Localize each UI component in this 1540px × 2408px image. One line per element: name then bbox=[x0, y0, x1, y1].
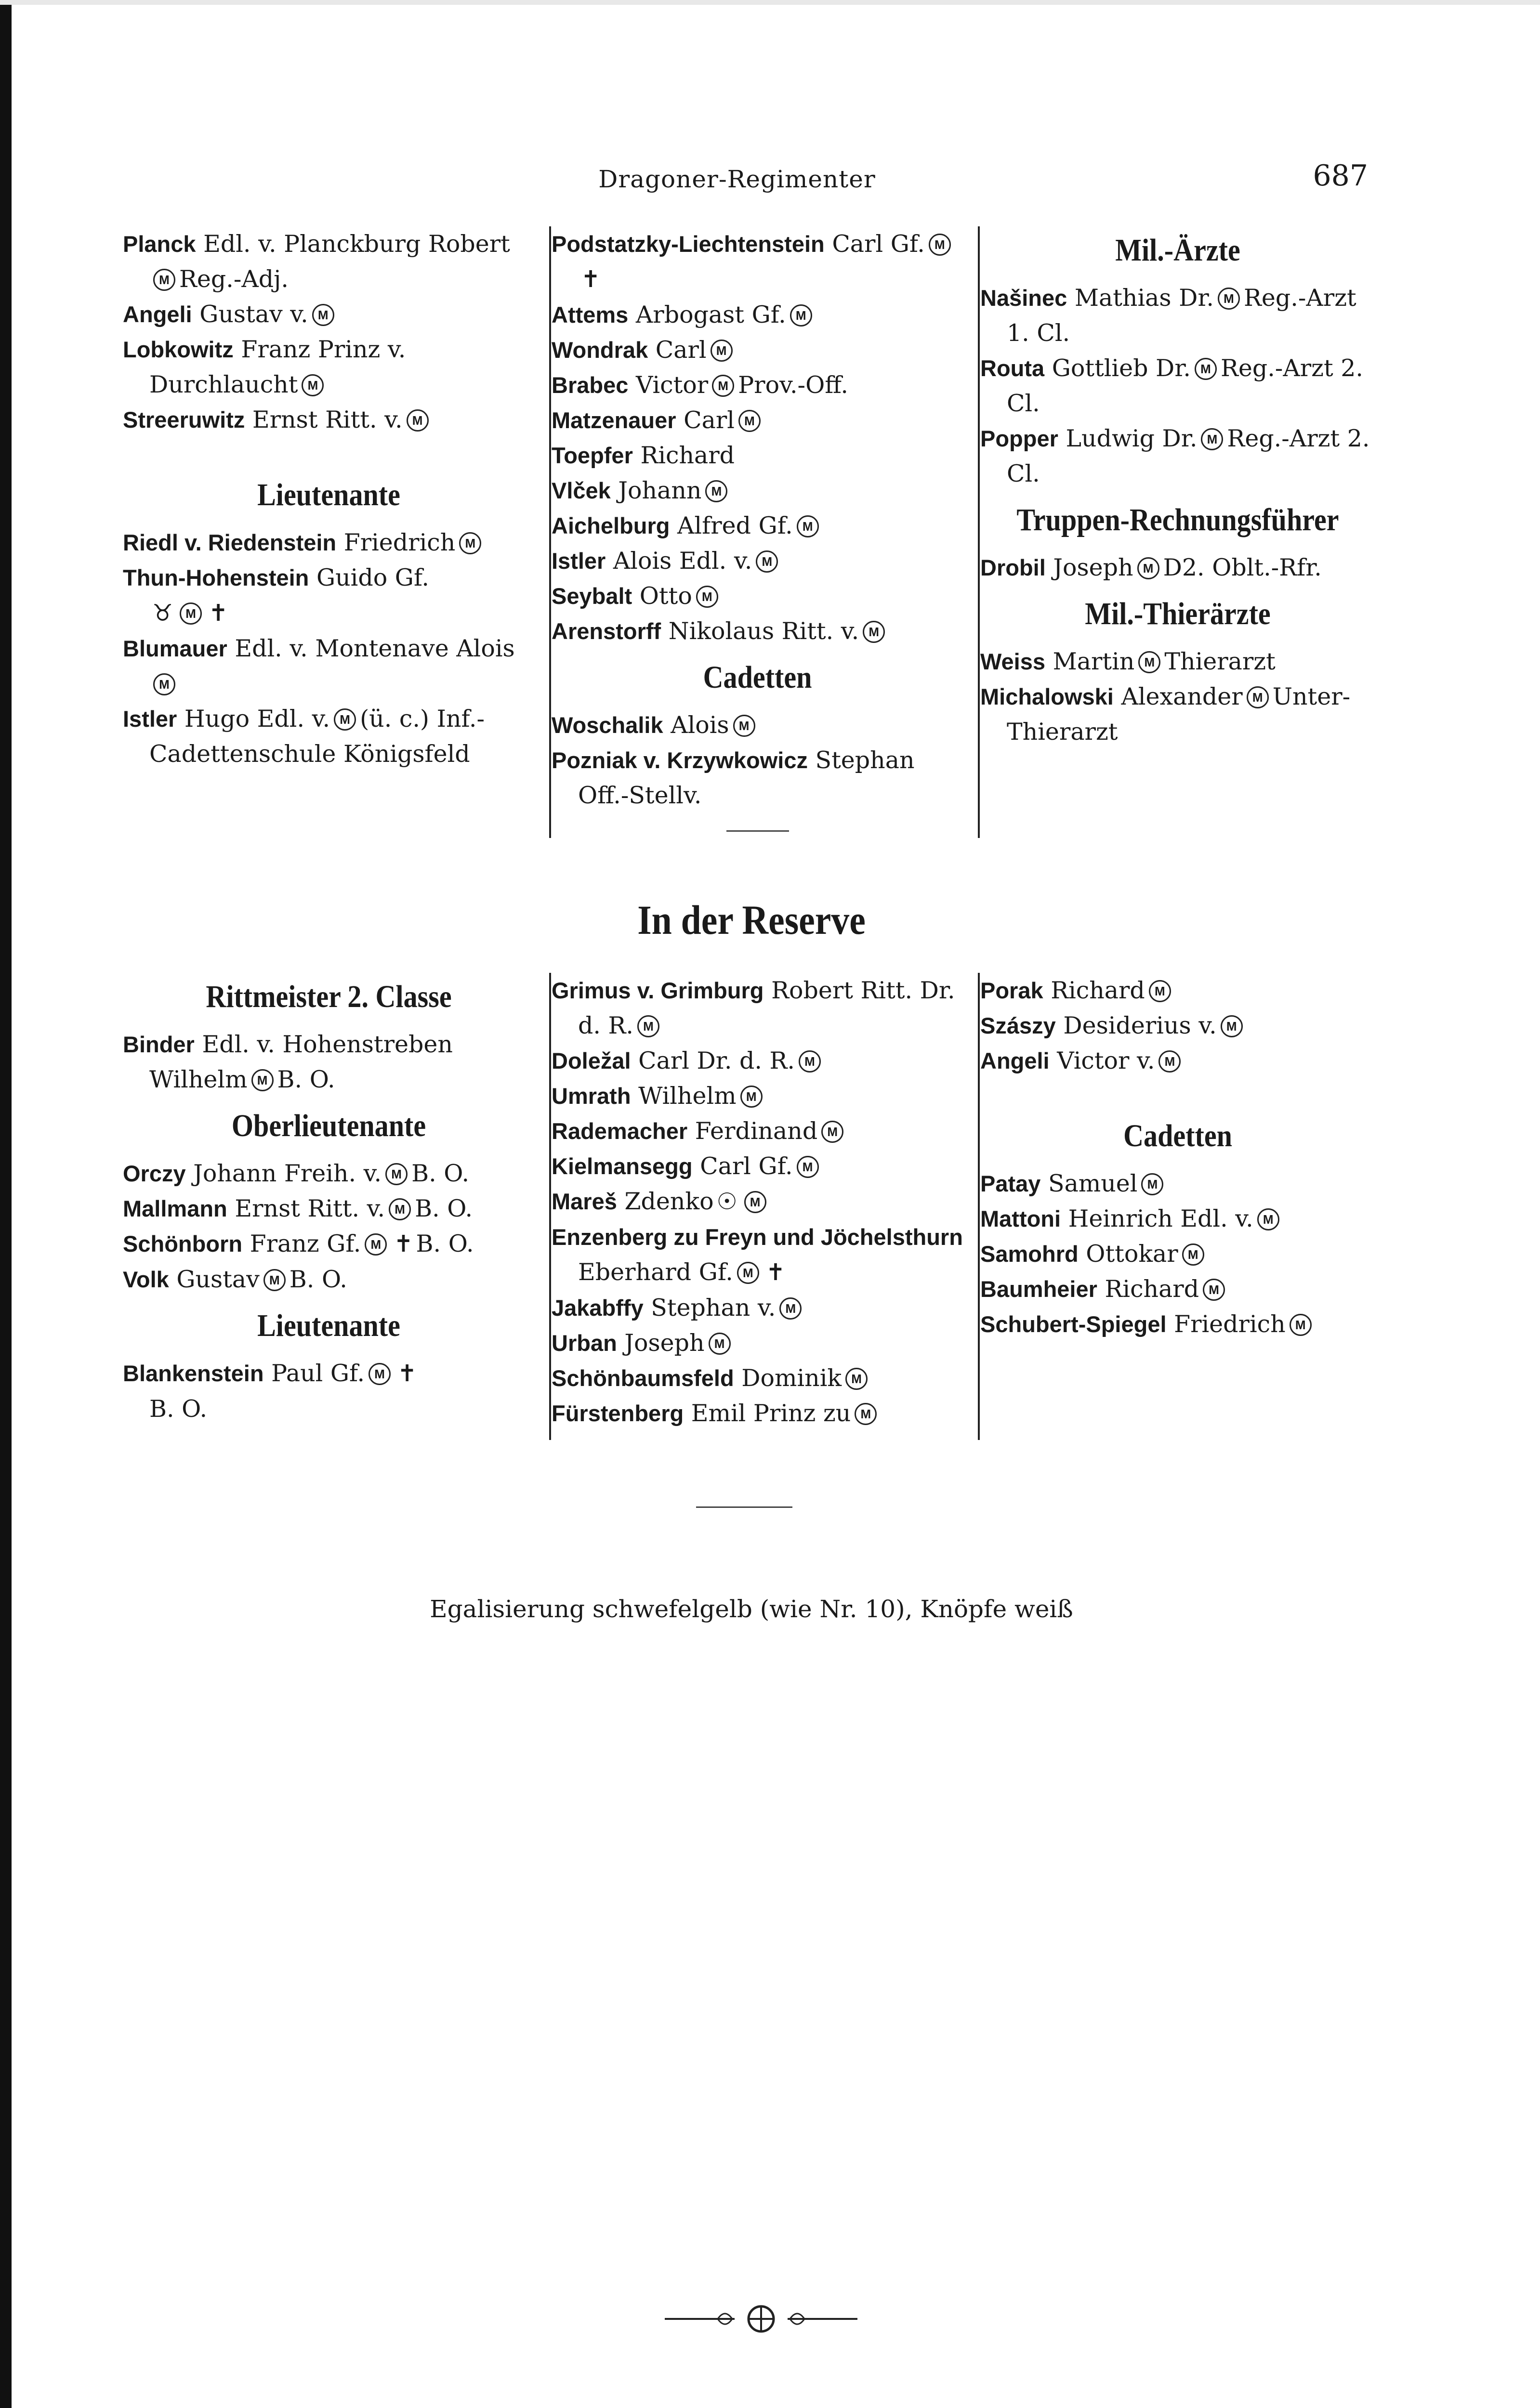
medal-icon: M bbox=[797, 515, 819, 537]
list-item: Angeli Gustav v. M bbox=[123, 297, 535, 332]
list-item: Pozniak v. Krzywkowicz Stephan Off.-Stellv. bbox=[552, 746, 915, 809]
medal-icon: M bbox=[1158, 1050, 1181, 1073]
list-item: Vlček Johann M bbox=[552, 473, 963, 508]
active-col-2 bbox=[552, 226, 980, 838]
reserve-col-2 bbox=[552, 973, 980, 1440]
list-item: Istler Alois Edl. v. M bbox=[552, 543, 963, 578]
list-item: Streeruwitz Ernst Ritt. v. M bbox=[123, 402, 535, 437]
list-item: Blumauer Edl. v. Montenave AloisM bbox=[123, 631, 535, 701]
medal-icon: M bbox=[1221, 1015, 1243, 1037]
medal-icon: M bbox=[738, 410, 761, 432]
list-item: Seybalt Otto M bbox=[552, 578, 963, 614]
list-item: Mallmann Ernst Ritt. v. M B. O. bbox=[123, 1195, 473, 1222]
scan-edge bbox=[0, 0, 12, 2408]
medal-icon: M bbox=[365, 1233, 387, 1256]
list-item: Szászy Desiderius v. M bbox=[980, 1008, 1375, 1043]
medal-icon: M bbox=[711, 340, 733, 362]
heading-lieutenante-reserve: Lieutenante bbox=[257, 1308, 400, 1343]
medal-icon: M bbox=[1290, 1314, 1312, 1336]
medal-icon: M bbox=[1201, 428, 1223, 450]
medal-icon: M bbox=[312, 304, 334, 326]
list-item: Weiss Martin M Thierarzt bbox=[980, 648, 1276, 675]
medal-icon: M bbox=[1195, 358, 1217, 380]
sun-icon: ☉ bbox=[716, 1188, 737, 1215]
medal-icon: M bbox=[369, 1363, 391, 1385]
list-item: Matzenauer Carl M bbox=[552, 403, 963, 438]
active-roster bbox=[123, 226, 1375, 838]
scan-top-edge bbox=[0, 0, 1540, 5]
medal-icon: M bbox=[929, 234, 951, 256]
list-item: Schubert-Spiegel Friedrich M bbox=[980, 1307, 1375, 1342]
heading-cadetten: Cadetten bbox=[703, 660, 812, 695]
list-item: Schönborn Franz Gf. M ✝ B. O. bbox=[123, 1230, 474, 1257]
medal-icon: M bbox=[790, 304, 812, 327]
list-item: Attems Arbogast Gf. M bbox=[552, 297, 963, 332]
cross-icon: ✝ bbox=[394, 1230, 413, 1257]
list-item: Enzenberg zu Freyn und Jöchelsthurn Eberhard Gf. M ✝ bbox=[552, 1224, 963, 1286]
list-item: Binder Edl. v. Hohenstreben Wilhelm M B. O. bbox=[123, 1031, 453, 1093]
list-item: Našinec Mathias Dr. M Reg.-Arzt 1. Cl. bbox=[980, 284, 1356, 347]
list-item: Angeli Victor v. M bbox=[980, 1043, 1375, 1078]
medal-icon: M bbox=[712, 375, 734, 397]
medal-icon: M bbox=[863, 621, 885, 643]
heading-lieutenante: Lieutenante bbox=[257, 477, 400, 512]
medal-icon: M bbox=[799, 1050, 821, 1073]
medal-icon: M bbox=[153, 269, 175, 291]
list-item: Umrath Wilhelm M bbox=[552, 1078, 963, 1113]
list-item: Popper Ludwig Dr. M Reg.-Arzt 2. Cl. bbox=[980, 425, 1370, 487]
list-item: Michalowski Alexander M Unter-Thierarzt bbox=[980, 683, 1351, 746]
medal-icon: M bbox=[263, 1269, 286, 1291]
medal-icon: M bbox=[733, 715, 755, 737]
medal-icon: M bbox=[1149, 980, 1171, 1002]
medal-icon: M bbox=[705, 480, 727, 502]
medal-icon: M bbox=[180, 602, 202, 625]
medal-icon: M bbox=[637, 1015, 659, 1037]
medal-icon: M bbox=[756, 550, 778, 573]
reserve-roster bbox=[123, 973, 1375, 1440]
list-item: Drobil Joseph M D2. Oblt.-Rfr. bbox=[980, 554, 1322, 581]
list-item: Woschalik Alois M bbox=[552, 707, 963, 743]
list-item: Arenstorff Nikolaus Ritt. v. M bbox=[552, 614, 963, 649]
list-item: Doležal Carl Dr. d. R. M bbox=[552, 1043, 963, 1078]
medal-icon: M bbox=[821, 1121, 843, 1143]
medal-icon: M bbox=[1257, 1208, 1279, 1230]
list-item: Fürstenberg Emil Prinz zu M bbox=[552, 1396, 963, 1431]
list-item: Wondrak Carl M bbox=[552, 332, 963, 367]
list-item: Volk Gustav M B. O. bbox=[123, 1266, 347, 1293]
medal-icon: M bbox=[1141, 1173, 1163, 1195]
medal-icon: M bbox=[407, 409, 429, 432]
list-item: Toepfer Richard bbox=[552, 442, 735, 469]
reserve-col-3 bbox=[980, 973, 1375, 1440]
list-item: Planck Edl. v. Planckburg RobertM Reg.-Adj. bbox=[123, 230, 510, 293]
heading-cadetten-reserve: Cadetten bbox=[1123, 1118, 1232, 1153]
medal-icon: M bbox=[709, 1333, 731, 1355]
medal-icon: M bbox=[1218, 288, 1240, 310]
medal-icon: M bbox=[744, 1191, 766, 1213]
ornament-icon bbox=[665, 2302, 857, 2336]
heading-mil-aerzte: Mil.-Ärzte bbox=[1115, 233, 1240, 268]
heading-oberlieutenante: Oberlieutenante bbox=[231, 1108, 426, 1143]
medal-icon: M bbox=[779, 1297, 802, 1320]
list-item: Urban Joseph M bbox=[552, 1325, 963, 1361]
medal-icon: M bbox=[1137, 557, 1159, 579]
medal-icon: M bbox=[1138, 651, 1160, 673]
reserve-col-1 bbox=[123, 973, 551, 1440]
list-item: Lobkowitz Franz Prinz v. Durchlaucht M bbox=[123, 336, 406, 398]
list-item: Mattoni Heinrich Edl. v. M bbox=[980, 1201, 1375, 1236]
page-number: 687 bbox=[1313, 159, 1368, 193]
list-item: Kielmansegg Carl Gf. M bbox=[552, 1149, 963, 1184]
reserve-title: In der Reserve bbox=[637, 897, 866, 943]
list-item: Podstatzky-Liechtenstein Carl Gf. M✝ bbox=[552, 226, 963, 297]
medal-icon: M bbox=[737, 1262, 759, 1284]
list-item: Porak Richard M bbox=[980, 973, 1375, 1008]
medal-icon: M bbox=[251, 1069, 274, 1091]
list-item: Thun-Hohenstein Guido Gf. ♉ M ✝ bbox=[123, 564, 429, 627]
list-item: Orczy Johann Freih. v. M B. O. bbox=[123, 1160, 470, 1187]
medal-icon: M bbox=[385, 1163, 408, 1185]
zodiac-icon: ♉ bbox=[152, 600, 173, 627]
list-item: Samohrd Ottokar M bbox=[980, 1236, 1375, 1271]
active-col-3 bbox=[980, 226, 1375, 838]
running-title: Dragoner-Regimenter bbox=[598, 165, 876, 193]
medal-icon: M bbox=[1182, 1243, 1204, 1266]
medal-icon: M bbox=[855, 1403, 877, 1425]
list-item: Blankenstein Paul Gf. M ✝ B. O. bbox=[123, 1360, 417, 1423]
heading-rittmeister: Rittmeister 2. Classe bbox=[206, 979, 452, 1014]
list-item: Jakabffy Stephan v. M bbox=[552, 1290, 963, 1325]
medal-icon: M bbox=[1247, 686, 1269, 708]
list-item: Riedl v. Riedenstein Friedrich M bbox=[123, 525, 535, 560]
divider bbox=[696, 1506, 792, 1508]
medal-icon: M bbox=[1203, 1279, 1225, 1301]
heading-thieraerzte: Mil.-Thierärzte bbox=[1085, 596, 1271, 631]
list-item: Baumheier Richard M bbox=[980, 1271, 1375, 1307]
divider bbox=[726, 830, 789, 832]
medal-icon: M bbox=[302, 374, 324, 396]
list-item: Routa Gottlieb Dr. M Reg.-Arzt 2. Cl. bbox=[980, 354, 1363, 417]
medal-icon: M bbox=[334, 708, 356, 731]
footer-note: Egalisierung schwefelgelb (wie Nr. 10), Knöpfe weiß bbox=[430, 1595, 1073, 1623]
cross-icon: ✝ bbox=[209, 600, 228, 627]
cross-icon: ✝ bbox=[765, 1259, 786, 1286]
cross-icon: ✝ bbox=[397, 1360, 417, 1387]
list-item: Schönbaumsfeld Dominik M bbox=[552, 1361, 963, 1396]
heading-rechnungsfuehrer: Truppen-Rechnungsführer bbox=[1016, 502, 1339, 537]
medal-icon: M bbox=[459, 532, 481, 554]
list-item: Brabec Victor M Prov.-Off. bbox=[552, 371, 848, 399]
list-item: Mareš Zdenko ☉ M bbox=[552, 1184, 963, 1219]
medal-icon: M bbox=[845, 1368, 868, 1390]
medal-icon: M bbox=[797, 1156, 819, 1178]
medal-icon: M bbox=[696, 586, 718, 608]
medal-icon: M bbox=[153, 673, 175, 695]
list-item: Aichelburg Alfred Gf. M bbox=[552, 508, 963, 543]
list-item: Patay Samuel M bbox=[980, 1166, 1375, 1201]
active-col-1 bbox=[123, 226, 551, 838]
list-item: Istler Hugo Edl. v. M (ü. c.) Inf.-Cadettenschule Königsfeld bbox=[123, 705, 485, 768]
medal-icon: M bbox=[389, 1198, 411, 1220]
list-item: Grimus v. Grimburg Robert Ritt. Dr. d. R. M bbox=[552, 977, 955, 1039]
list-item: Rademacher Ferdinand M bbox=[552, 1113, 963, 1149]
medal-icon: M bbox=[740, 1086, 763, 1108]
cross-icon: ✝ bbox=[581, 266, 601, 293]
